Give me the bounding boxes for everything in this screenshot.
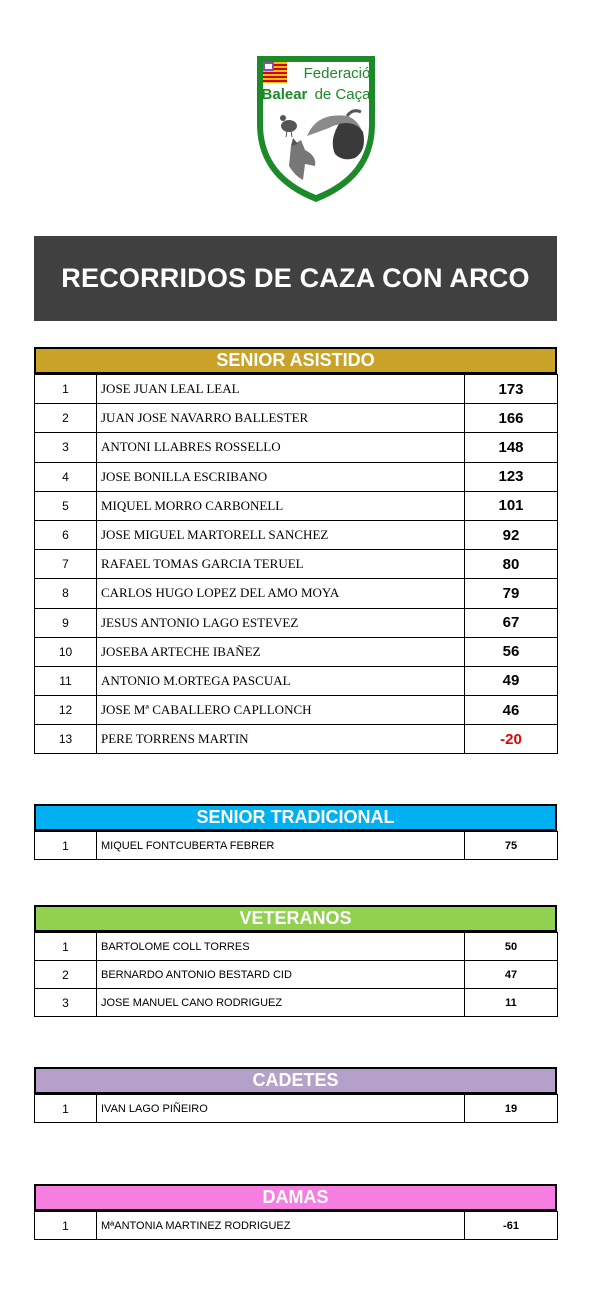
position-cell: 1 <box>35 832 97 860</box>
svg-text:Balear de Caça <box>262 86 372 103</box>
category-senior-asistido <box>34 347 557 754</box>
position-cell: 4 <box>35 462 97 491</box>
score-cell: 148 <box>465 433 558 462</box>
name-cell: BERNARDO ANTONIO BESTARD CID <box>97 961 465 989</box>
table-row <box>35 696 558 725</box>
score-cell: 19 <box>465 1095 558 1123</box>
score-cell: 47 <box>465 961 558 989</box>
position-cell: 5 <box>35 491 97 520</box>
score-cell: 101 <box>465 491 558 520</box>
score-cell: 79 <box>465 579 558 608</box>
position-cell: 7 <box>35 550 97 579</box>
table-row <box>35 933 558 961</box>
table-row <box>35 404 558 433</box>
category-senior-tradicional <box>34 804 557 860</box>
logo-line1: Federació <box>303 65 371 82</box>
position-cell: 1 <box>35 1212 97 1240</box>
logo-line2-b: de Caça <box>314 86 371 103</box>
name-cell: ANTONI LLABRES ROSSELLO <box>97 433 465 462</box>
name-cell: IVAN LAGO PIÑEIRO <box>97 1095 465 1123</box>
position-cell: 8 <box>35 579 97 608</box>
name-cell: JOSE MIGUEL MARTORELL SANCHEZ <box>97 520 465 549</box>
score-cell: 123 <box>465 462 558 491</box>
table-row <box>35 989 558 1017</box>
name-cell: CARLOS HUGO LOPEZ DEL AMO MOYA <box>97 579 465 608</box>
table-row <box>35 520 558 549</box>
table-row <box>35 637 558 666</box>
name-cell: JOSE MANUEL CANO RODRIGUEZ <box>97 989 465 1017</box>
category-veteranos <box>34 905 557 1017</box>
table-row <box>35 832 558 860</box>
title-banner <box>34 236 557 321</box>
page-title: RECORRIDOS DE CAZA CON ARCO <box>61 263 530 293</box>
category-title: VETERANOS <box>239 908 352 928</box>
table-row <box>35 961 558 989</box>
score-cell: 56 <box>465 637 558 666</box>
position-cell: 1 <box>35 933 97 961</box>
name-cell: JOSE BONILLA ESCRIBANO <box>97 462 465 491</box>
name-cell: MªANTONIA MARTINEZ RODRIGUEZ <box>97 1212 465 1240</box>
table-row <box>35 666 558 695</box>
position-cell: 9 <box>35 608 97 637</box>
category-header <box>34 1184 557 1211</box>
position-cell: 2 <box>35 961 97 989</box>
position-cell: 3 <box>35 989 97 1017</box>
position-cell: 10 <box>35 637 97 666</box>
category-header <box>34 804 557 831</box>
name-cell: RAFAEL TOMAS GARCIA TERUEL <box>97 550 465 579</box>
name-cell: MIQUEL FONTCUBERTA FEBRER <box>97 832 465 860</box>
position-cell: 1 <box>35 1095 97 1123</box>
table-row <box>35 1212 558 1240</box>
federation-logo <box>255 54 377 204</box>
name-cell: JESUS ANTONIO LAGO ESTEVEZ <box>97 608 465 637</box>
logo-line2-a: Balear <box>261 86 308 103</box>
category-title: CADETES <box>252 1070 339 1090</box>
balearic-flag-icon <box>263 62 287 83</box>
name-cell: JUAN JOSE NAVARRO BALLESTER <box>97 404 465 433</box>
score-cell: 92 <box>465 520 558 549</box>
score-cell: 46 <box>465 696 558 725</box>
score-cell: -20 <box>465 725 558 754</box>
name-cell: PERE TORRENS MARTIN <box>97 725 465 754</box>
position-cell: 13 <box>35 725 97 754</box>
position-cell: 6 <box>35 520 97 549</box>
name-cell: BARTOLOME COLL TORRES <box>97 933 465 961</box>
score-cell: -61 <box>465 1212 558 1240</box>
table-row <box>35 375 558 404</box>
table-row <box>35 433 558 462</box>
score-cell: 49 <box>465 666 558 695</box>
name-cell: JOSEBA ARTECHE IBAÑEZ <box>97 637 465 666</box>
name-cell: JOSE JUAN LEAL LEAL <box>97 375 465 404</box>
results-table <box>34 1094 558 1123</box>
category-title: SENIOR TRADICIONAL <box>196 807 395 827</box>
score-cell: 50 <box>465 933 558 961</box>
category-cadetes <box>34 1067 557 1123</box>
category-damas <box>34 1184 557 1240</box>
results-table <box>34 932 558 1017</box>
table-row <box>35 608 558 637</box>
category-header <box>34 347 557 374</box>
table-row <box>35 579 558 608</box>
category-title: DAMAS <box>262 1187 329 1207</box>
name-cell: MIQUEL MORRO CARBONELL <box>97 491 465 520</box>
score-cell: 173 <box>465 375 558 404</box>
score-cell: 11 <box>465 989 558 1017</box>
position-cell: 11 <box>35 666 97 695</box>
table-row <box>35 550 558 579</box>
score-cell: 166 <box>465 404 558 433</box>
name-cell: ANTONIO M.ORTEGA PASCUAL <box>97 666 465 695</box>
results-table <box>34 831 558 860</box>
score-cell: 75 <box>465 832 558 860</box>
category-header <box>34 905 557 932</box>
table-row <box>35 725 558 754</box>
position-cell: 1 <box>35 375 97 404</box>
name-cell: JOSE Mª CABALLERO CAPLLONCH <box>97 696 465 725</box>
category-title: SENIOR ASISTIDO <box>216 350 375 370</box>
score-cell: 80 <box>465 550 558 579</box>
category-header <box>34 1067 557 1094</box>
results-table <box>34 1211 558 1240</box>
table-row <box>35 1095 558 1123</box>
table-row <box>35 462 558 491</box>
position-cell: 12 <box>35 696 97 725</box>
score-cell: 67 <box>465 608 558 637</box>
position-cell: 2 <box>35 404 97 433</box>
position-cell: 3 <box>35 433 97 462</box>
table-row <box>35 491 558 520</box>
results-table <box>34 374 558 754</box>
